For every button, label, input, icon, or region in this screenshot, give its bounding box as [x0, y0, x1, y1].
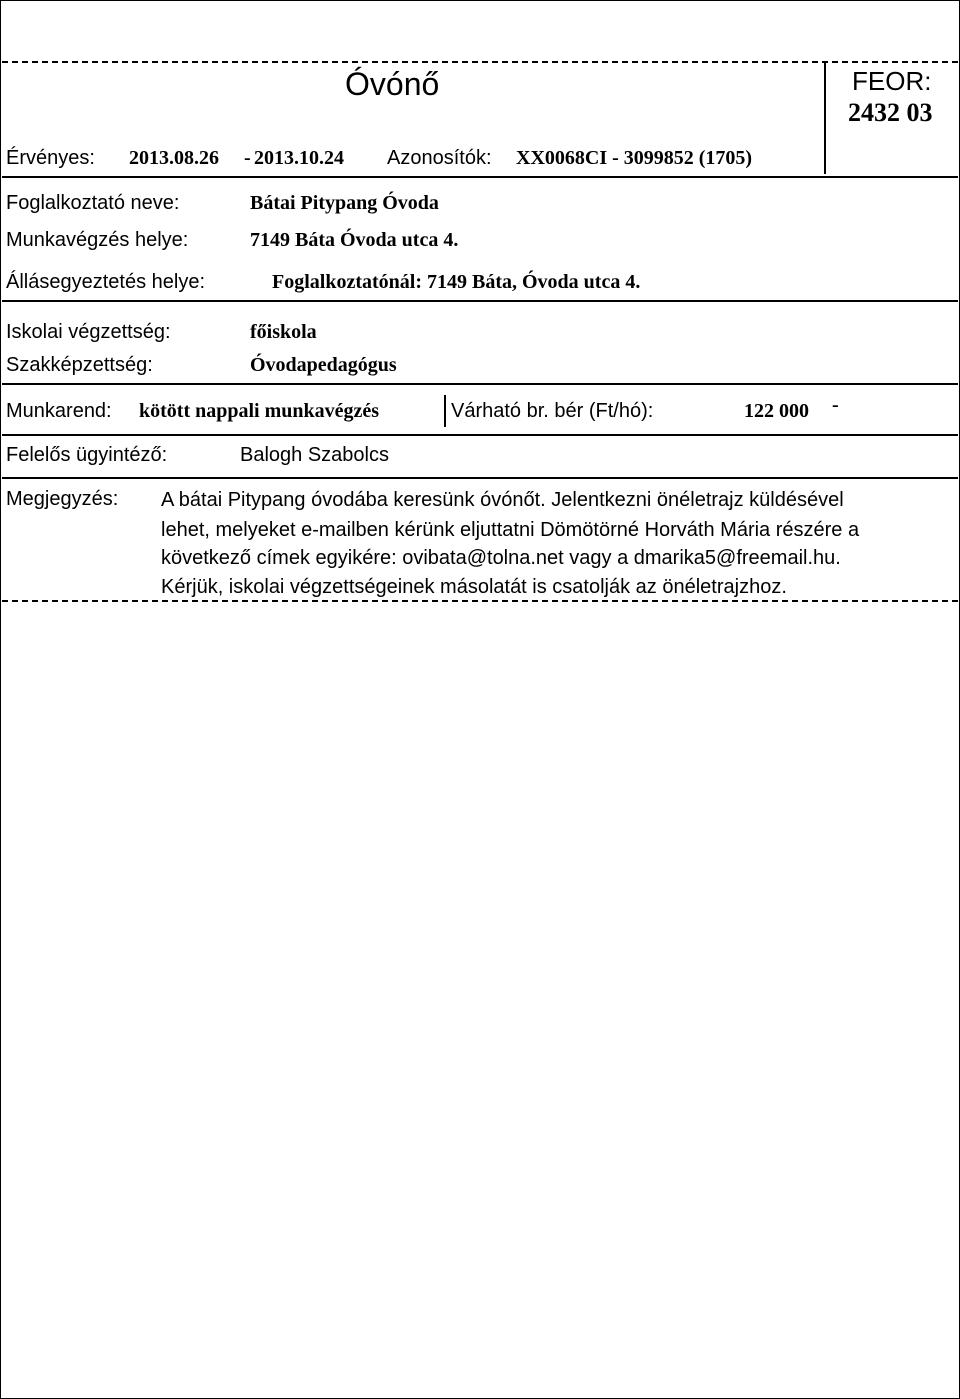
contact-value: Balogh Szabolcs — [240, 444, 389, 466]
validity-to: 2013.10.24 — [254, 147, 344, 169]
divider-2 — [2, 300, 958, 302]
validity-from: 2013.08.26 — [129, 147, 219, 169]
divider-1 — [2, 176, 958, 178]
divider-4 — [2, 434, 958, 436]
salary-divider — [444, 395, 446, 427]
feor-label: FEOR: — [852, 66, 932, 96]
top-dashed-divider — [2, 61, 958, 63]
qualification-label: Szakképzettség: — [6, 354, 153, 376]
divider-3 — [2, 383, 958, 385]
education-label: Iskolai végzettség: — [6, 321, 171, 343]
schedule-value: kötött nappali munkavégzés — [139, 400, 380, 422]
education-value: főiskola — [250, 321, 317, 343]
schedule-label: Munkarend: — [6, 400, 112, 422]
note-line-1: A bátai Pitypang óvodába keresünk óvónőt. Jelentkezni önéletrajz küldésével — [161, 489, 844, 511]
work-place-label: Munkavégzés helye: — [6, 229, 189, 251]
note-line-4: Kérjük, iskolai végzettségeinek másolatát is csatolják az önéletrajzhoz. — [161, 576, 787, 598]
qualification-value: Óvodapedagógus — [250, 354, 397, 376]
note-line-3: következő címek egyikére: ovibata@tolna.net vagy a dmarika5@freemail.hu. — [161, 547, 841, 569]
contact-label: Felelős ügyintéző: — [6, 444, 168, 466]
salary-value: 122 000 — [744, 400, 809, 422]
bottom-dashed-divider — [2, 600, 958, 602]
validity-label: Érvényes: — [6, 147, 95, 169]
identifiers-value: XX0068CI - 3099852 (1705) — [516, 147, 753, 169]
work-place-value: 7149 Báta Óvoda utca 4. — [250, 229, 459, 251]
identifiers-label: Azonosítók: — [387, 147, 492, 169]
note-line-2: lehet, melyeket e-mailben kérünk eljuttatni Dömötörné Horváth Mária részére a — [161, 519, 860, 541]
feor-code: 2432 03 — [848, 98, 933, 127]
divider-5 — [2, 477, 958, 479]
validity-separator: - — [244, 147, 251, 169]
salary-dash: - — [832, 394, 839, 416]
negotiation-label: Állásegyeztetés helye: — [6, 271, 206, 293]
job-title: Óvónő — [345, 66, 440, 102]
employer-name-value: Bátai Pitypang Óvoda — [250, 192, 439, 214]
employer-name-label: Foglalkoztató neve: — [6, 192, 180, 214]
feor-divider — [824, 62, 826, 174]
negotiation-value: Foglalkoztatónál: 7149 Báta, Óvoda utca 4. — [272, 271, 641, 293]
note-label: Megjegyzés: — [6, 488, 119, 510]
salary-label: Várható br. bér (Ft/hó): — [451, 400, 654, 422]
